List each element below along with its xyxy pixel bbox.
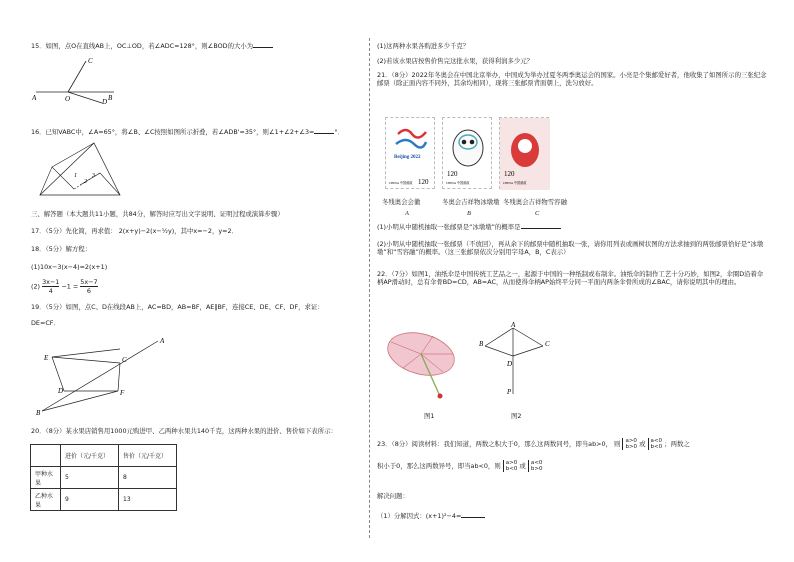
angle-3: 3	[92, 173, 95, 179]
stamp-a	[385, 117, 435, 189]
stamp-c-value: 120	[504, 170, 515, 178]
right-column	[377, 0, 794, 562]
answer-blank	[253, 42, 273, 48]
question-19: 19．（5分）如图，点C、D在线段AB上，AC=BD，AB=BF，AE∥BF，连接CE、DE、CF、DF，求证：	[31, 303, 324, 311]
question-21-part-1	[377, 223, 561, 231]
segment-bf	[42, 391, 118, 411]
question-16	[31, 128, 344, 136]
figure-2-caption: 图2	[511, 412, 522, 420]
question-16-text: 16．已知VABC中，∠A=65°，将∠B、∠C按照如图所示折叠，若∠ADB'=35°，则∠1+∠2+∠3=	[31, 128, 315, 136]
stamp-a-art	[386, 118, 436, 190]
part-2-label: (2)	[31, 282, 41, 291]
fraction-1-numerator: 3x−1	[42, 278, 60, 286]
stamp-a-wordmark: Beijing 2022	[394, 155, 421, 160]
question-23-part-1	[377, 512, 485, 520]
question-19-continued: DE=CF．	[31, 319, 60, 327]
fraction-1-denominator: 4	[48, 287, 53, 295]
stamp-c	[499, 117, 549, 189]
question-23-line-2-text: 积小于0，那么这两数异号，即当ab<0，则	[377, 462, 501, 470]
question-18-part-2	[31, 278, 98, 296]
table-cell: 5	[61, 467, 119, 489]
question-21: 21．（8分）2022年冬奥会在中国北京举办，中国成为举办过夏冬两季奥运会的国家。小亮是个集邮爱好者，他收集了如图所示的三张纪念邮票（除正面内容不同外，其余均相同），现将三张邮票背面朝上，洗匀放好。	[377, 71, 767, 87]
label-a: A	[511, 322, 516, 329]
question-21-part-1-text: (1)小明从中随机抽取一张邮票是“冰墩墩”的概率是	[377, 223, 521, 231]
label-d: D	[102, 98, 108, 105]
table-cell: 13	[119, 489, 177, 511]
fraction-2-numerator: 5x−7	[80, 278, 98, 286]
table-header-cell	[31, 445, 61, 467]
stamp-b	[442, 117, 492, 189]
oil-paper-umbrella-photo	[383, 324, 465, 406]
segment-e-top	[52, 349, 120, 357]
stamp-b-letter: B	[467, 210, 471, 217]
label-b: B	[108, 94, 113, 102]
system-2	[648, 438, 663, 450]
segment-ac	[513, 328, 543, 346]
table-row	[31, 489, 177, 511]
then-word: 则	[614, 440, 621, 448]
system-4-line-1: a<0	[530, 460, 543, 466]
table-header-cell: 售价（元/千克）	[119, 445, 177, 467]
question-20: 20．（8分）某水果店销售用1000元购进甲、乙两种水果共140千克，这两种水果的进价、售价如下表所示：	[31, 427, 337, 435]
label-c: C	[122, 356, 127, 364]
stamp-b-caption: 冬奥会吉祥物冰墩墩	[442, 198, 500, 206]
ray-od	[68, 92, 102, 103]
fraction-2-denominator: 6	[86, 287, 91, 295]
segment-ce	[52, 357, 120, 363]
table-cell: 乙种水果	[31, 489, 61, 511]
figure-19	[34, 333, 164, 417]
stamp-a-value: 120	[418, 178, 429, 186]
emblem-stroke	[398, 130, 426, 138]
question-15-text: 15．如图，点O在直线AB上，OC⊥OD，若∠ADC=128°，则∠BOD的大小为	[31, 42, 254, 50]
system-2-line-1: a<0	[650, 438, 663, 444]
label-b: B	[36, 409, 41, 417]
question-23-line-2	[377, 460, 542, 476]
question-20-part-1: (1)这两种水果各购进多少千克？	[377, 42, 470, 50]
umbrella-icon	[383, 324, 465, 406]
stamp-b-value: 120	[447, 170, 458, 178]
system-4-line-2: b>0	[530, 466, 543, 472]
label-c: C	[545, 340, 550, 348]
question-17	[31, 227, 238, 235]
answer-blank	[314, 128, 334, 134]
eye-icon	[462, 140, 467, 145]
eye-icon	[470, 140, 475, 145]
question-18-part-1: (1)10x−3(x−4)=2(x+1)	[31, 263, 108, 271]
segment-bd	[485, 346, 513, 356]
angle-1: 1	[74, 173, 77, 179]
price-table	[30, 444, 177, 511]
or-word: 或	[519, 462, 526, 470]
emblem-stroke	[396, 140, 426, 148]
segment-de	[52, 357, 64, 391]
answer-blank	[521, 223, 561, 229]
figure-15	[30, 55, 120, 105]
question-23-text: 23．（8分）阅读材料：我们知道，两数之积大于0，那么这两数同号，即当ab>0，	[377, 440, 612, 448]
stamp-a-country: CHINA 中国邮政	[389, 181, 413, 185]
question-23	[377, 438, 690, 454]
fraction-1	[42, 278, 59, 295]
solve-heading: 解决问题：	[377, 492, 409, 500]
table-header-row	[31, 445, 177, 467]
question-17-text: 17．（5分）先化简，再求值：	[31, 227, 117, 235]
question-21-part-2: (2)小明从中随机抽取一张邮票（不放回），再从余下的邮票中随机抽取一张，请你用列表或画树状图的方法求抽到的两张邮票恰好是“冰墩墩”和“雪容融”的概率。（这三张邮票依次分别用字母A，B，C表示）	[377, 240, 764, 256]
system-3	[503, 460, 518, 472]
table-cell: 9	[61, 489, 119, 511]
label-a: A	[32, 94, 37, 102]
angle-2: 2	[84, 179, 87, 185]
question-17-expression: 2(x+y)−2(x−½y)，其中x=−2，y=2．	[118, 227, 238, 235]
stamp-c-letter: C	[535, 210, 540, 217]
figure-22	[477, 322, 567, 400]
system-1	[622, 438, 637, 450]
umbrella-tassel	[438, 394, 443, 399]
question-23-part-1-text: （1）分解因式：(x+1)²−4=	[377, 512, 462, 520]
stamp-a-letter: A	[405, 210, 409, 217]
system-3-line-2: b<0	[505, 466, 518, 472]
table-row	[31, 467, 177, 489]
segment-cd	[513, 346, 543, 356]
fold-b	[40, 167, 74, 195]
table-cell: 8	[119, 467, 177, 489]
ray-oc	[68, 61, 86, 92]
section-3-heading: 三、解答题（本大题共11小题，共84分，解答时应写出文字说明、证明过程或演算步骤）	[31, 210, 284, 218]
stamp-b-art	[443, 118, 493, 190]
figure-16	[34, 139, 124, 199]
question-16-unit: °．	[334, 128, 344, 136]
label-a: A	[160, 337, 164, 345]
question-22: 22．（7分）如图1，油纸伞是中国传统工艺品之一，起源于中国的一种纸制或布制伞。油纸伞的制作工艺十分巧妙，如图2，伞圈D沿着伞柄AP滑动时，总有伞骨BD=CD，AB=AC，从而使得伞柄AP始终平分同一平面内两条伞骨所成的∠BAC，请你说明其中的理由。	[377, 270, 764, 286]
label-c: C	[88, 57, 93, 65]
dashed-fold	[74, 173, 100, 189]
stamp-a-caption: 冬残奥会会徽	[382, 198, 421, 206]
system-3-line-1: a>0	[505, 460, 518, 466]
system-4	[528, 460, 543, 472]
system-1-line-1: a>0	[625, 438, 637, 444]
equation-middle: −1 =	[61, 282, 79, 291]
label-f: F	[120, 389, 125, 397]
segment-ab	[485, 328, 513, 346]
shuey-rhon-rhon-face	[518, 139, 532, 153]
system-2-line-2: b<0	[650, 444, 663, 450]
stamp-b-country: CHINA 中国邮政	[446, 181, 470, 185]
question-20-part-2: (2)若该水果店按售价售完这批水果，获得利润多少元？	[377, 57, 534, 65]
label-d: D	[58, 387, 64, 395]
question-15	[31, 42, 273, 50]
label-b: B	[479, 340, 484, 348]
answer-blank	[461, 512, 485, 518]
system-1-line-2: b>0	[625, 444, 638, 450]
question-23-tail: ；两数之	[664, 440, 690, 448]
stamp-c-country: CHINA 中国邮政	[503, 181, 527, 185]
question-18: 18．（5分）解方程：	[31, 245, 92, 253]
segment-cf	[118, 363, 120, 391]
label-p: P	[507, 388, 512, 396]
label-d: D	[507, 360, 513, 368]
label-e: E	[44, 354, 49, 362]
figure-1-caption: 图1	[424, 412, 435, 420]
table-header-cell: 进价（元/千克）	[61, 445, 119, 467]
or-word: 或	[639, 440, 646, 448]
fraction-2	[80, 278, 97, 295]
table-cell: 甲种水果	[31, 467, 61, 489]
stamp-c-caption: 冬残奥会吉祥物雪容融	[503, 198, 567, 206]
stamp-c-art	[500, 118, 550, 190]
label-o: O	[65, 95, 71, 103]
